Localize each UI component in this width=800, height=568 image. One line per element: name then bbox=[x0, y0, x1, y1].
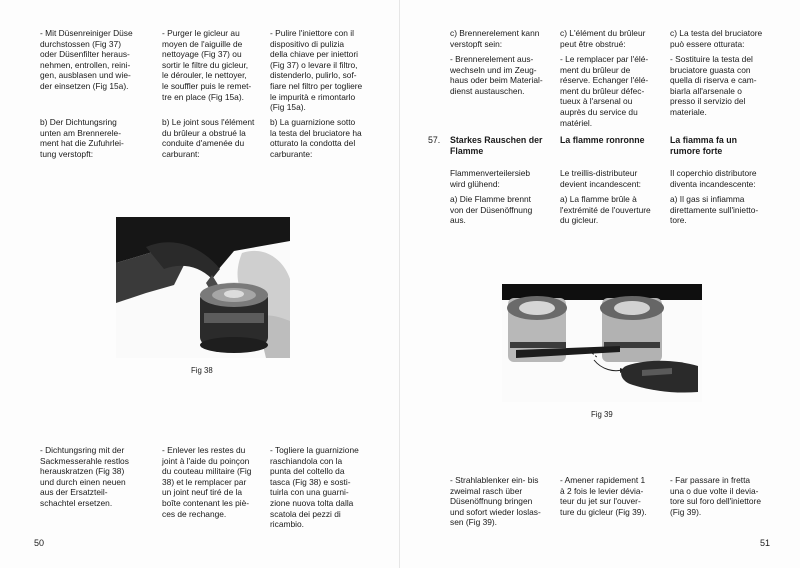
de-clean-nozzle-text: - Mit Düsenreiniger Düse durchstossen (Fig 37) oder Düsenfilter heraus- nehmen, entrollen, reini- gen, ausblasen und wie- der einsetzen (Fig 15a). bbox=[40, 28, 133, 91]
fr-scrape-gasket-text: - Enlever les restes du joint à l'aide du poinçon du couteau militaire (Fig 38) et le remplacer par un joint neuf tiré de la boîte contenant les piè- ces de rechange. bbox=[162, 445, 252, 519]
fr-sieve-glowing-text: Le treillis-distributeur devient incandescent: bbox=[560, 168, 642, 189]
fr-replace-burner-text: - Le remplacer par l'élé- ment du brûleur de réserve. Echanger l'élé- ment du brûleur défec- tueux à l'arsenal ou auprès du service du matériel. bbox=[560, 54, 649, 128]
fr-gasket-cause-text: b) Le joint sous l'élément du brûleur a obstrué la conduite d'amenée du carburant: bbox=[162, 117, 255, 159]
fr-burner-clogged-text: c) L'élément du brûleur peut être obstrué: bbox=[560, 28, 646, 49]
fr-clean-nozzle-text: - Purger le gicleur au moyen de l'aiguille de nettoyage (Fig 37) ou sortir le filtre du gicleur, le dérouler, le nettoyer, le souffler puis le remet- tre en place (Fig 15a). bbox=[162, 28, 252, 102]
it-clean-nozzle-text: - Pulire l'iniettore con il dispositivo di pulizia della chiave per iniettori (Fig 37) o levare il filtro, distenderlo, pulirlo, sof- fiare nel filtro per togliere le impurità e rimontarlo (Fig 15a). bbox=[270, 28, 363, 113]
right-page bbox=[400, 0, 800, 568]
it-section-heading: La fiamma fa un rumore forte bbox=[670, 135, 737, 156]
it-gasket-cause-text: b) La guarnizione sotto la testa del bruciatore ha otturato la condotta del carburante: bbox=[270, 117, 362, 159]
it-burner-clogged-text: c) La testa del bruciatore può essere otturata: bbox=[670, 28, 763, 49]
it-flame-at-nozzle-text: a) Il gas si infiamma direttamente sull'inietto- tore. bbox=[670, 194, 759, 226]
de-gasket-cause-text: b) Der Dichtungsring unten am Brennerele- ment hat die Zufuhrlei- tung verstopft: bbox=[40, 117, 124, 159]
fr-deflector-action-text: - Amener rapidement 1 à 2 fois le levier dévia- teur du jet sur l'ouver- ture du gicleur (Fig 39). bbox=[560, 475, 647, 517]
de-section-heading: Starkes Rauschen der Flamme bbox=[450, 135, 543, 156]
de-deflector-action-text: - Strahlablenker ein- bis zweimal rasch über Düsenöffnung bringen und sofort wieder loslas- sen (Fig 39). bbox=[450, 475, 541, 528]
fr-flame-at-nozzle-text: a) La flamme brûle à l'extrémité de l'ouverture du gicleur. bbox=[560, 194, 651, 226]
fig-38-caption: Fig 38 bbox=[191, 366, 213, 375]
page-number-left: 50 bbox=[34, 538, 45, 548]
page-number-right: 51 bbox=[760, 538, 771, 548]
de-burner-clogged-text: c) Brennerelement kann verstopft sein: bbox=[450, 28, 540, 49]
it-scrape-gasket-text: - Togliere la guarnizione raschiandola con la punta del coltello da tasca (Fig 38) e sosti- tuirla con una guarni- zione nuova tolta dalla scatola dei pezzi di ricambio. bbox=[270, 445, 359, 530]
de-scrape-gasket-text: - Dichtungsring mit der Sackmesserahle restlos herauskratzen (Fig 38) und durch einen neuen aus der Ersatzteil- schachtel ersetzen. bbox=[40, 445, 129, 508]
fr-section-heading: La flamme ronronne bbox=[560, 135, 645, 145]
it-replace-burner-text: - Sostituire la testa del bruciatore guasta con quella di riserva e cam- biarla all'arsenale o presso il servizio del materiale. bbox=[670, 54, 757, 117]
de-sieve-glowing-text: Flammenverteilersieb wird glühend: bbox=[450, 168, 531, 189]
fig-39-caption: Fig 39 bbox=[591, 410, 613, 419]
fig-38-photo bbox=[116, 217, 290, 358]
it-sieve-glowing-text: Il coperchio distributore diventa incandescente: bbox=[670, 168, 757, 189]
section-number: 57. bbox=[428, 135, 441, 145]
de-flame-at-nozzle-text: a) Die Flamme brennt von der Düsenöffnung aus. bbox=[450, 194, 533, 226]
de-replace-burner-text: - Brennerelement aus- wechseln und im Zeug- haus oder beim Material- dienst austauschen. bbox=[450, 54, 543, 96]
it-deflector-action-text: - Far passare in fretta una o due volte il devia- tore sul foro dell'iniettore (Fig 39). bbox=[670, 475, 761, 517]
fig-39-photo bbox=[502, 284, 702, 402]
